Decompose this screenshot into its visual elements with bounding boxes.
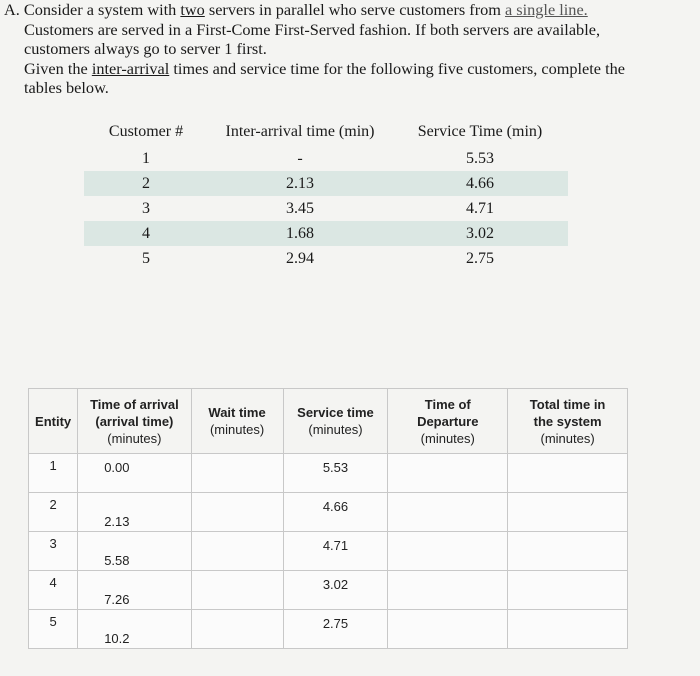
departure-cell[interactable] [388, 571, 508, 610]
total-time-cell[interactable] [508, 454, 628, 493]
simulation-table-header [29, 389, 628, 454]
input-row [84, 196, 568, 221]
service-cell: 5.53 [466, 149, 494, 167]
total-time-cell[interactable] [508, 571, 628, 610]
header-service-time: Service time (minutes) [283, 389, 388, 454]
arrival-cell[interactable]: 0.00 [78, 454, 191, 493]
underlined-inter-arrival: inter-arrival [91, 58, 170, 78]
underlined-single-line: a single line. [505, 0, 588, 19]
customer-cell: 4 [84, 221, 208, 246]
problem-line-5: tables below. [24, 78, 109, 97]
interarrival-cell: 1.68 [208, 221, 392, 246]
service-cell[interactable]: 4.71 [283, 532, 388, 571]
header-time-of-departure: Time of Departure (minutes) [388, 389, 508, 454]
departure-cell[interactable] [388, 493, 508, 532]
service-cell[interactable]: 3.02 [283, 571, 388, 610]
wait-cell[interactable] [191, 532, 283, 571]
wait-cell[interactable] [191, 454, 283, 493]
input-row [84, 221, 568, 246]
simulation-row [29, 532, 628, 571]
header-service: Service Time (min) [417, 123, 543, 140]
simulation-row [29, 571, 628, 610]
service-cell: 3.02 [392, 221, 568, 246]
simulation-row [29, 610, 628, 649]
entity-cell: 4 [29, 571, 78, 610]
total-time-cell[interactable] [508, 610, 628, 649]
entity-cell: 2 [29, 493, 78, 532]
header-customer: Customer # [108, 123, 184, 140]
arrival-cell[interactable]: 5.58 [78, 532, 191, 571]
service-cell[interactable]: 2.75 [283, 610, 388, 649]
entity-cell: 5 [29, 610, 78, 649]
entity-cell: 3 [29, 532, 78, 571]
input-data-table [84, 118, 568, 271]
service-cell[interactable]: 5.53 [283, 454, 388, 493]
problem-line-4: Given the inter-arrival times and service time for the following five customers, complete the [24, 58, 625, 78]
problem-line-1: A. Consider a system with two servers in parallel who serve customers from a single line. [4, 0, 588, 19]
header-wait-time: Wait time (minutes) [191, 389, 283, 454]
service-cell: 2.75 [466, 249, 494, 267]
input-row [84, 171, 568, 196]
arrival-cell[interactable]: 7.26 [78, 571, 191, 610]
wait-cell[interactable] [191, 571, 283, 610]
problem-line-2: Customers are served in a First-Come First-Served fashion. If both servers are available, [24, 19, 601, 39]
input-table-header [84, 118, 568, 146]
total-time-cell[interactable] [508, 493, 628, 532]
arrival-cell[interactable]: 10.2 [78, 610, 191, 649]
departure-cell[interactable] [388, 454, 508, 493]
wait-cell[interactable] [191, 493, 283, 532]
customer-cell: 3 [142, 199, 150, 217]
problem-number: A. [4, 0, 20, 19]
simulation-row [29, 454, 628, 493]
underlined-two: two [180, 0, 205, 19]
input-row [84, 146, 568, 171]
customer-cell: 5 [142, 249, 150, 267]
simulation-row [29, 493, 628, 532]
wait-cell[interactable] [191, 610, 283, 649]
interarrival-cell: - [297, 149, 303, 167]
problem-statement [4, 0, 694, 98]
service-cell[interactable]: 4.66 [283, 493, 388, 532]
interarrival-cell: 3.45 [286, 199, 314, 217]
departure-cell[interactable] [388, 532, 508, 571]
total-time-cell[interactable] [508, 532, 628, 571]
header-interarrival: Inter-arrival time (min) [225, 123, 375, 140]
problem-line-3: customers always go to server 1 first. [24, 39, 267, 58]
input-row [84, 246, 568, 271]
service-cell: 4.71 [466, 199, 494, 217]
interarrival-cell: 2.94 [286, 249, 314, 267]
header-time-of-arrival: Time of arrival (arrival time) (minutes) [78, 389, 191, 454]
entity-cell: 1 [29, 454, 78, 493]
interarrival-cell: 2.13 [208, 171, 392, 196]
header-total-time: Total time in the system (minutes) [508, 389, 628, 454]
service-cell: 4.66 [392, 171, 568, 196]
header-entity: Entity [29, 389, 78, 454]
customer-cell: 2 [84, 171, 208, 196]
departure-cell[interactable] [388, 610, 508, 649]
customer-cell: 1 [142, 149, 150, 167]
simulation-table [28, 388, 628, 649]
arrival-cell[interactable]: 2.13 [78, 493, 191, 532]
